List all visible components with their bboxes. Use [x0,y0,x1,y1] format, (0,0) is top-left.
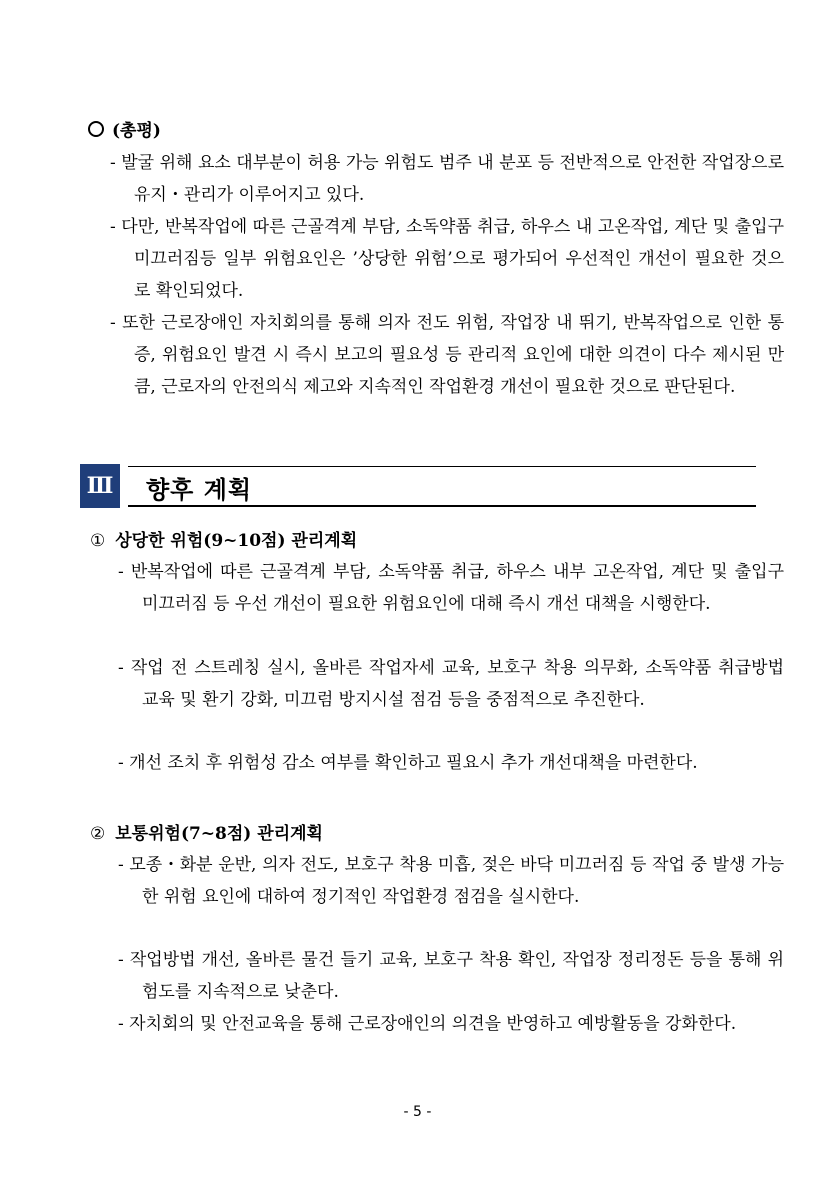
plan2-number: ② [90,824,106,844]
plan1-heading-text: 상당한 위험(9~10점) 관리계획 [115,531,358,551]
plan1-number: ① [90,531,106,551]
plan2-heading-text: 보통위험(7~8점) 관리계획 [115,824,323,844]
summary-heading-text: (총평) [112,121,161,141]
plan2-bullet-3: - 자치회의 및 안전교육을 통해 근로장애인의 의견을 반영하고 예방활동을 강화한다. [118,1014,737,1034]
plan1-heading [90,530,357,552]
summary-bullet-1: - 발굴 위해 요소 대부분이 허용 가능 위험도 범주 내 분포 등 전반적으로 안전한 작업장으로 유지・관리가 이루어지고 있다. [110,153,784,205]
plan2-heading [90,823,323,845]
plan1-bullet-1: - 반복작업에 따른 근골격계 부담, 소독약품 취급, 하우스 내부 고온작업, 계단 및 출입구 미끄러짐 등 우선 개선이 필요한 위험요인에 대해 즉시 개선 대책을 시행한다. [118,562,784,614]
section-divider-bottom [128,505,756,507]
section-number-badge: Ⅲ [80,464,120,508]
page-number: - 5 - [403,1104,432,1120]
summary-bullet-2: - 다만, 반복작업에 따른 근골격계 부담, 소독약품 취급, 하우스 내 고온작업, 계단 및 출입구 미끄러짐등 일부 위험요인은 ’상당한 위험’으로 평가되어 우선적인 개선이 필요한 것으로 확인되었다. [110,217,784,301]
plan2-bullet-2: - 작업방법 개선, 올바른 물건 들기 교육, 보호구 착용 확인, 작업장 정리정돈 등을 통해 위험도를 지속적으로 낮춘다. [118,950,784,1002]
section-divider-top [128,466,756,467]
plan2-bullet-1: - 모종・화분 운반, 의자 전도, 보호구 착용 미흡, 젖은 바닥 미끄러짐 등 작업 중 발생 가능한 위험 요인에 대하여 정기적인 작업환경 점검을 실시한다. [118,855,784,907]
section-title: 향후 계획 [146,476,253,504]
section-header [80,464,756,508]
summary-bullet-3: - 또한 근로장애인 자치회의를 통해 의자 전도 위험, 작업장 내 뛰기, 반복작업으로 인한 통증, 위험요인 발견 시 즉시 보고의 필요성 등 관리적 요인에 대한 의견이 다수 제시된 만큼, 근로자의 안전의식 제고와 지속적인 작업환경 개선이 필요한 것으로 판단된다. [110,313,784,397]
circle-bullet-icon [88,121,104,137]
summary-heading [88,120,161,142]
plan1-bullet-3: - 개선 조치 후 위험성 감소 여부를 확인하고 필요시 추가 개선대책을 마련한다. [118,753,698,773]
plan1-bullet-2: - 작업 전 스트레칭 실시, 올바른 작업자세 교육, 보호구 착용 의무화, 소독약품 취급방법 교육 및 환기 강화, 미끄럼 방지시설 점검 등을 중점적으로 추진한다. [118,658,784,710]
